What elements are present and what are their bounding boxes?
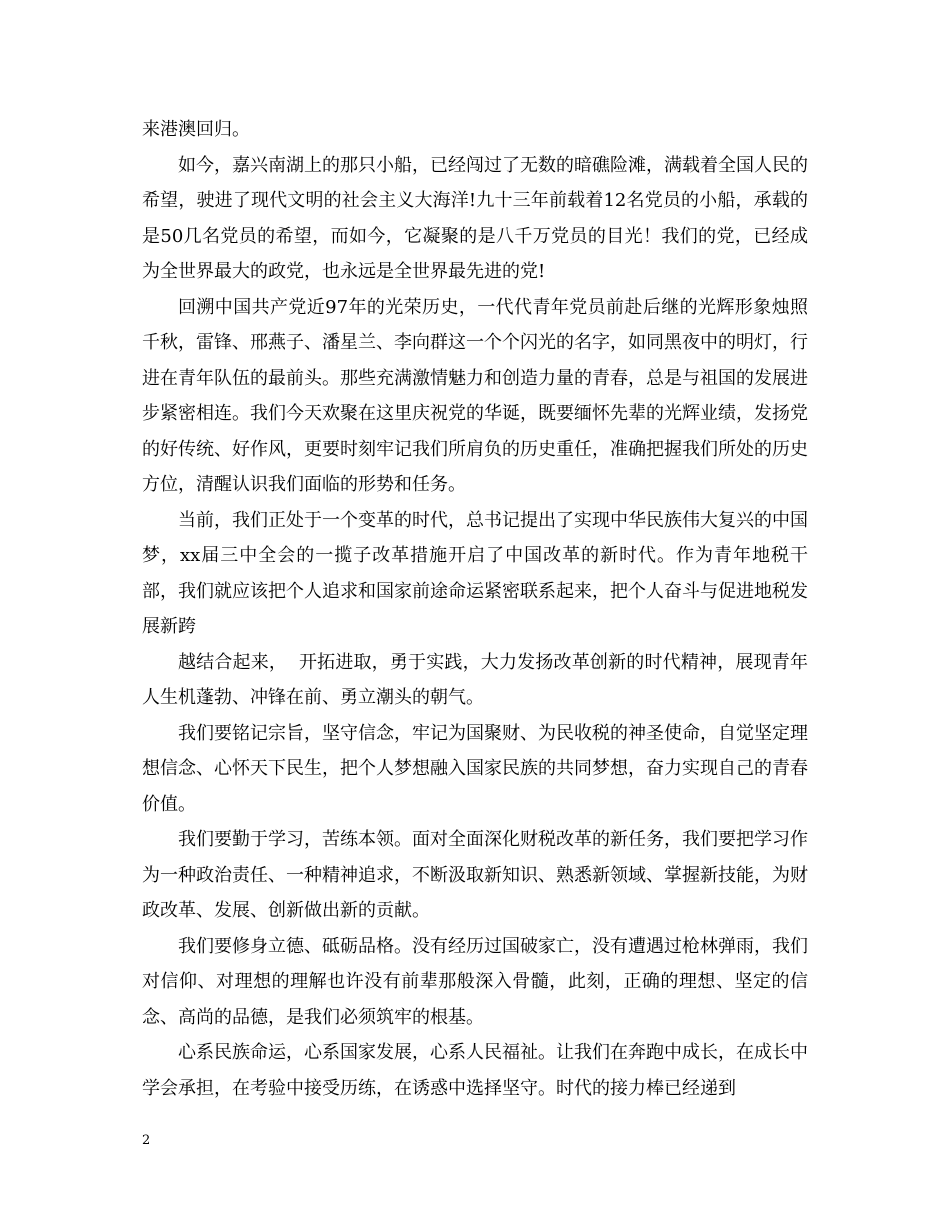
paragraph-7: 我们要勤于学习，苦练本领。面对全面深化财税改革的新任务，我们要把学习作为一种政治责任、一种精神追求，不断汲取新知识、熟悉新领域、掌握新技能，为财政改革、发展、创新做出新的贡献。	[142, 829, 808, 921]
paragraph-9: 心系民族命运，心系国家发展，心系人民福祉。让我们在奔跑中成长，在成长中学会承担，在考验中接受历练，在诱惑中选择坚守。时代的接力棒已经递到	[142, 1042, 808, 1099]
paragraph-4: 当前，我们正处于一个变革的时代，总书记提出了实现中华民族伟大复兴的中国梦，xx届三中全会的一揽子改革措施开启了中国改革的新时代。作为青年地税干部，我们就应该把个人追求和国家前途命运紧密联系起来，把个人奋斗与促进地税发展新跨	[142, 509, 808, 637]
paragraph-8: 我们要修身立德、砥砺品格。没有经历过国破家亡，没有遭遇过枪林弹雨，我们对信仰、对理想的理解也许没有前辈那般深入骨髓，此刻，正确的理想、坚定的信念、高尚的品德，是我们必须筑牢的根基。	[142, 935, 808, 1028]
paragraph-2: 如今，嘉兴南湖上的那只小船，已经闯过了无数的暗礁险滩，满载着全国人民的希望，驶进了现代文明的社会主义大海洋!九十三年前载着12名党员的小船，承载的是50几名党员的希望，而如今，它凝聚的是八千万党员的目光！我们的党，已经成为全世界最大的政党，也永远是全世界最先进的党!	[142, 154, 808, 282]
paragraph-5: 越结合起来， 开拓进取，勇于实践，大力发扬改革创新的时代精神，展现青年人生机蓬勃、冲锋在前、勇立潮头的朝气。	[142, 651, 808, 708]
paragraph-1: 来港澳回归。	[142, 119, 250, 140]
paragraph-3: 回溯中国共产党近97年的光荣历史，一代代青年党员前赴后继的光辉形象烛照千秋，雷锋、邢燕子、潘星兰、李向群这一个个闪光的名字，如同黑夜中的明灯，行进在青年队伍的最前头。那些充满激情魅力和创造力量的青春，总是与祖国的发展进步紧密相连。我们今天欢聚在这里庆祝党的华诞，既要缅怀先辈的光辉业绩，发扬党的好传统、好作风，更要时刻牢记我们所肩负的历史重任，准确把握我们所处的历史方位，清醒认识我们面临的形势和任务。	[142, 296, 808, 495]
page-number: 2	[142, 1133, 151, 1148]
paragraph-6: 我们要铭记宗旨，坚守信念，牢记为国聚财、为民收税的神圣使命，自觉坚定理想信念、心怀天下民生，把个人梦想融入国家民族的共同梦想，奋力实现自己的青春价值。	[142, 722, 808, 815]
document-body	[142, 112, 808, 1106]
